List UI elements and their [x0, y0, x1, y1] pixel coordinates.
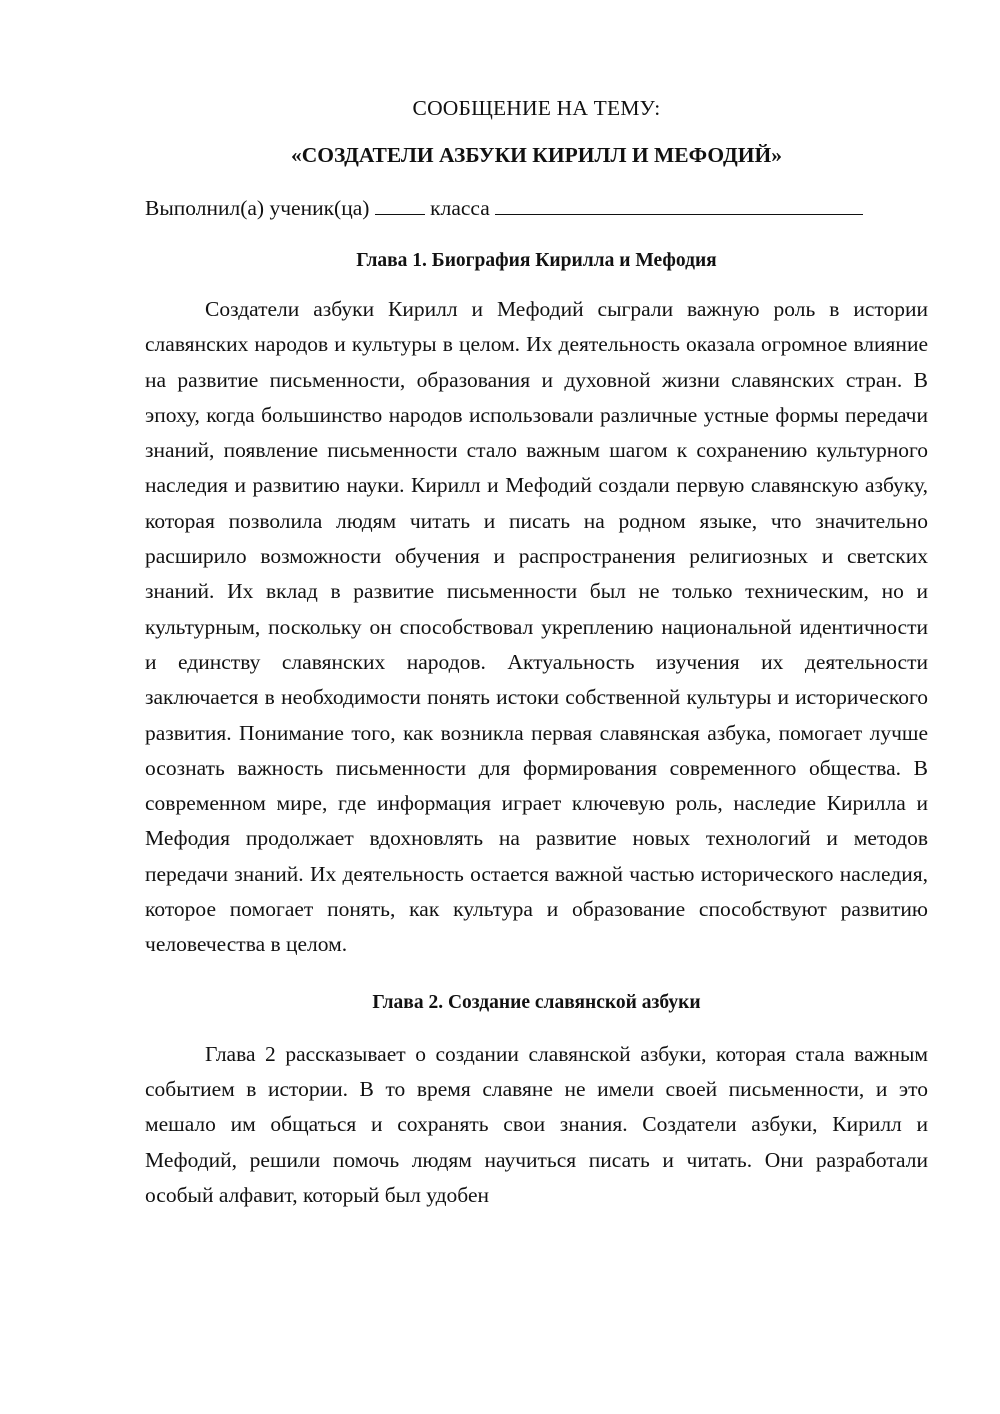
student-name-blank	[495, 194, 863, 215]
performer-line	[145, 193, 928, 223]
document-page	[145, 93, 928, 1213]
chapter-2-paragraph: Глава 2 рассказывает о создании славянской азбуки, которая стала важным событием в истории. В то время славяне не имели своей письменности, и это мешало им общаться и сохранять свои знания. Создатели азбуки, Кирилл и Мефодий, решили помочь людям научиться писать и читать. Они разработали особый алфавит, который был удобен	[145, 1041, 928, 1207]
document-title: «СОЗДАТЕЛИ АЗБУКИ КИРИЛЛ И МЕФОДИЙ»	[291, 143, 782, 167]
chapter-1-paragraph: Создатели азбуки Кирилл и Мефодий сыграли важную роль в истории славянских народов и культуры в целом. Их деятельность оказала огромное влияние на развитие письменности, образования и духовной жизни славянских стран. В эпоху, когда большинство народов использовали различные устные формы передачи знаний, появление письменности стало важным шагом к сохранению культурного наследия и развитию науки. Кирилл и Мефодий создали первую славянскую азбуку, которая позволила людям читать и писать на родном языке, что значительно расширило возможности обучения и распространения религиозных и светских знаний. Их вклад в развитие письменности был не только техническим, но и культурным, поскольку он способствовал укреплению национальной идентичности и единству славянских народов. Актуальность изучения их деятельности заключается в необходимости понять истоки собственной культуры и исторического развития. Понимание того, как возникла первая славянская азбука, помогает лучше осознать важность письменности для формирования современного общества. В современном мире, где информация играет ключевую роль, наследие Кирилла и Мефодия продолжает вдохновлять на развитие новых технологий и методов передачи знаний. Их деятельность остается важной частью исторического наследия, которое помогает понять, как культура и образование способствуют развитию человечества в целом.	[145, 297, 928, 957]
document-title-topic-label: СООБЩЕНИЕ НА ТЕМУ:	[412, 96, 661, 120]
class-label: класса	[430, 196, 490, 220]
chapter-2-heading: Глава 2. Создание славянской азбуки	[372, 991, 701, 1013]
class-number-blank	[375, 194, 425, 215]
performer-label: Выполнил(а) ученик(ца)	[145, 196, 370, 220]
chapter-1-heading: Глава 1. Биография Кирилла и Мефодия	[356, 250, 717, 271]
